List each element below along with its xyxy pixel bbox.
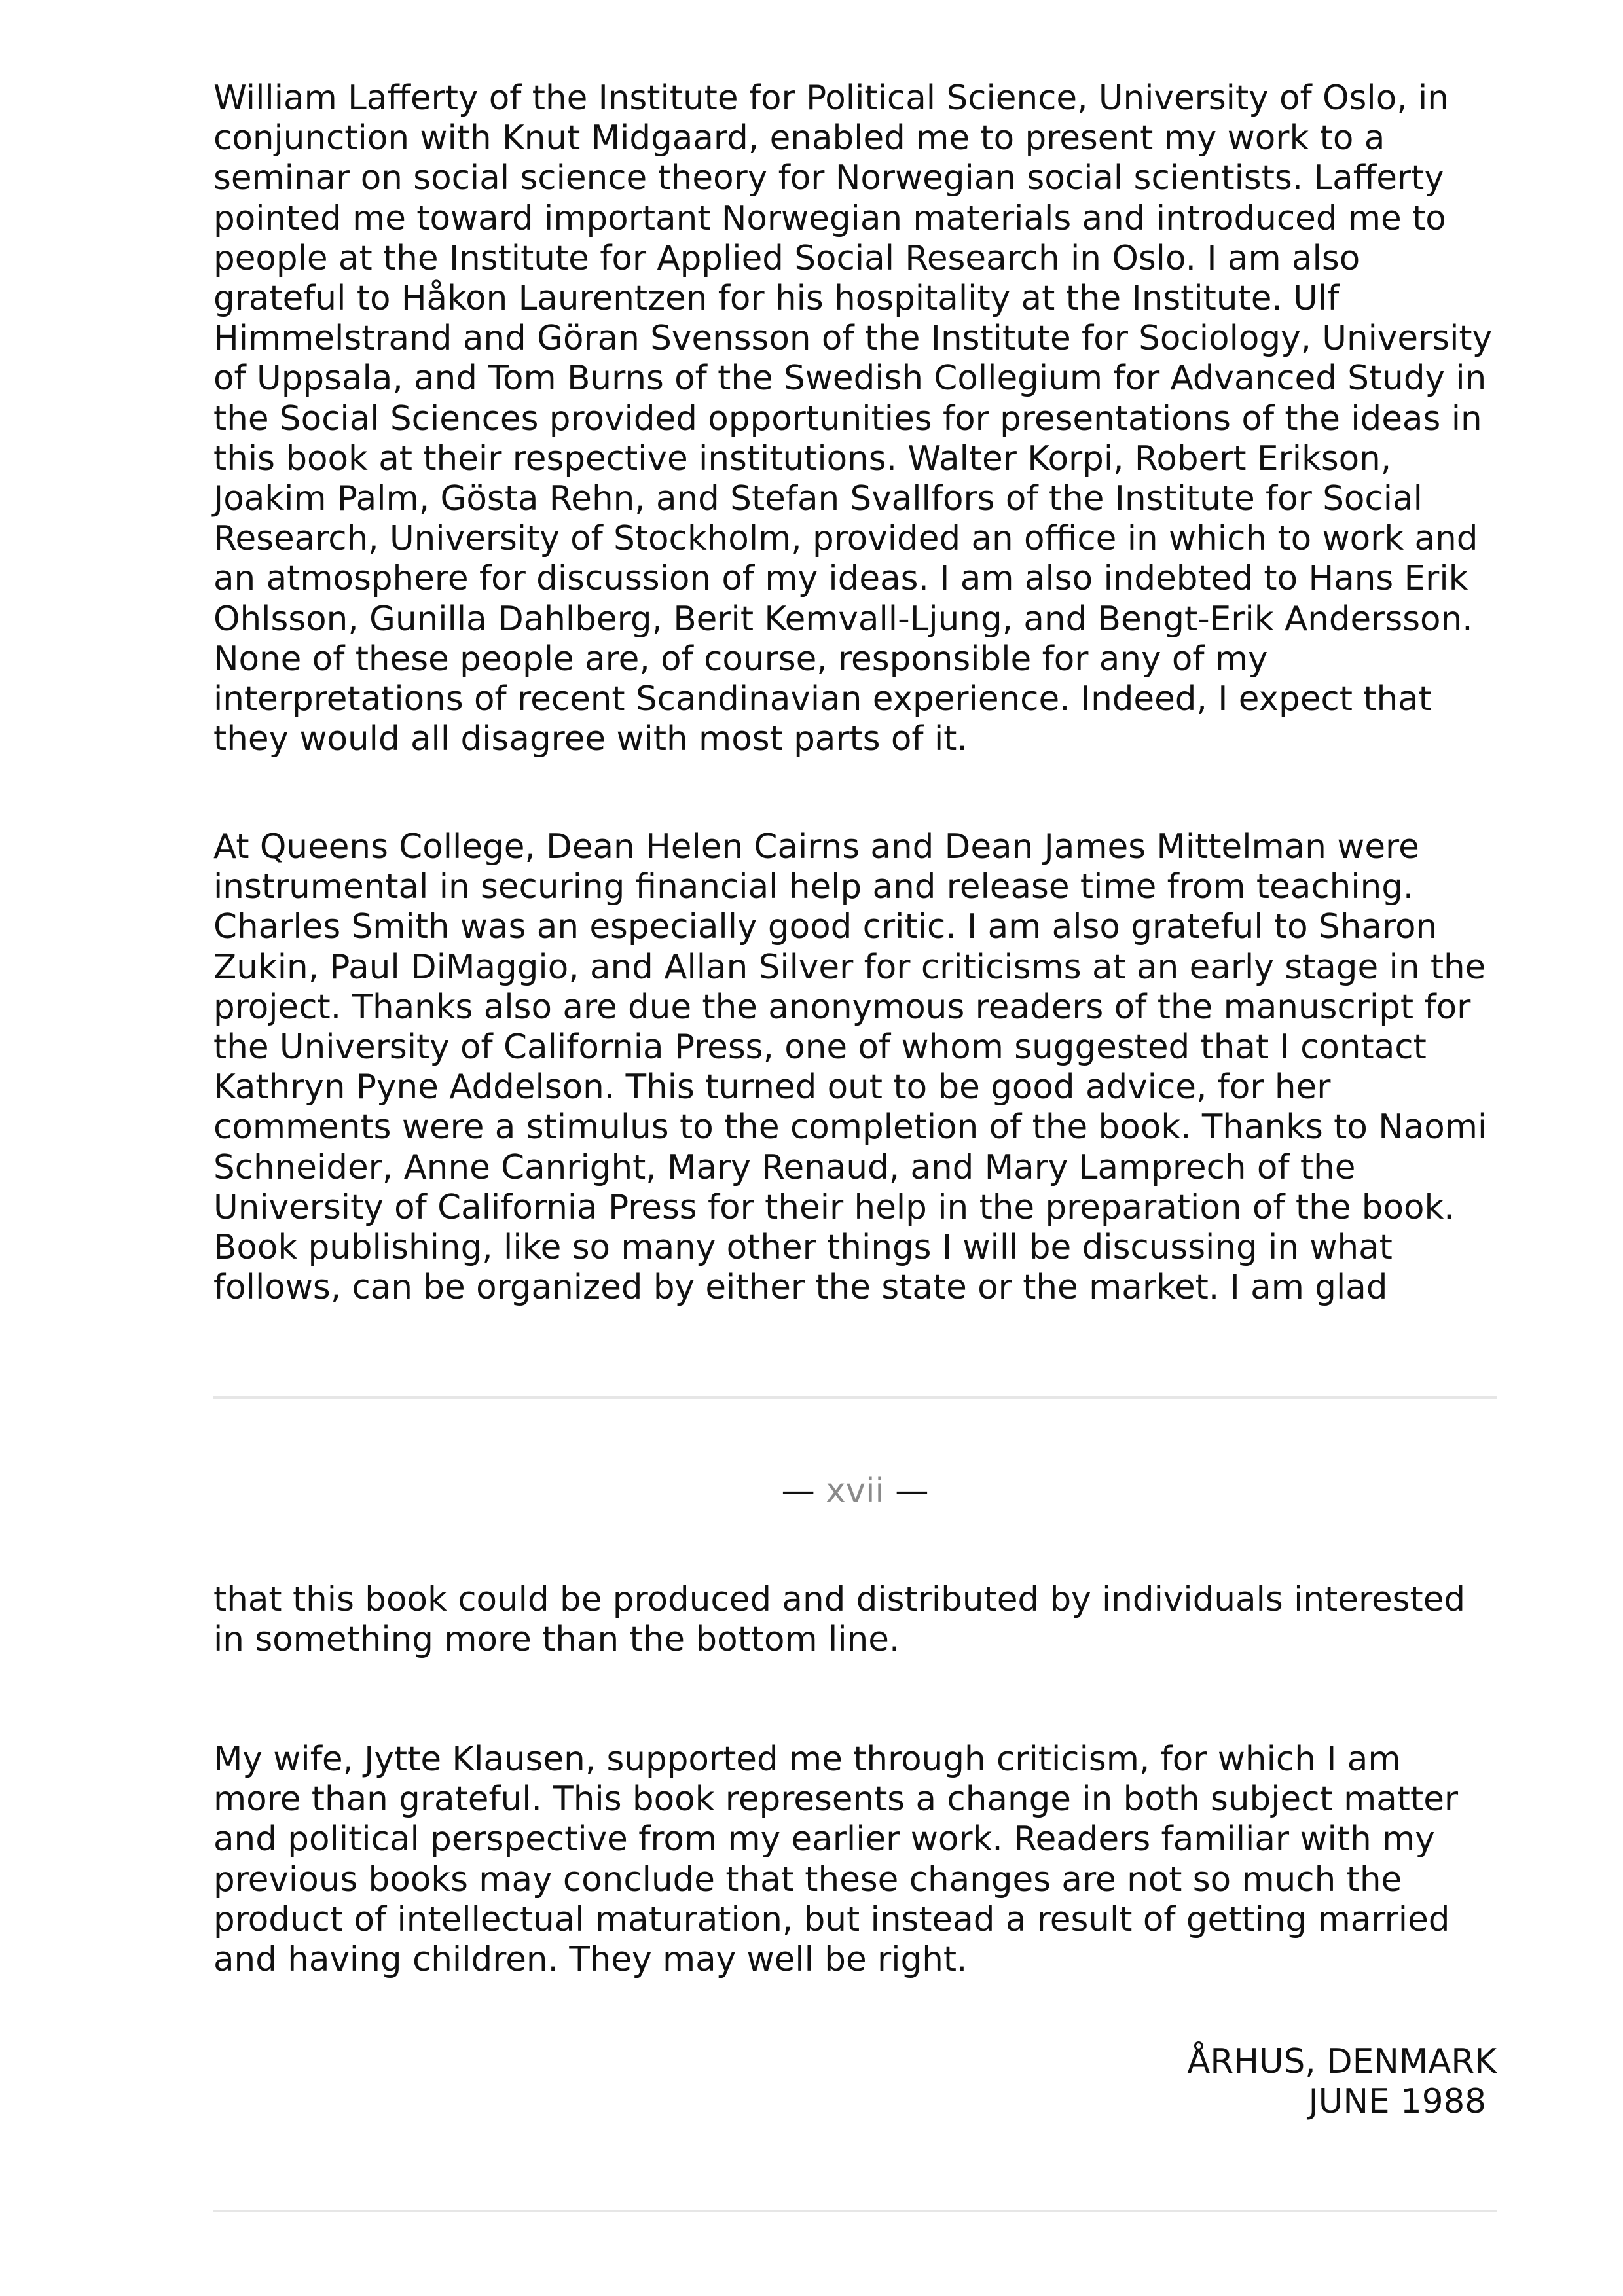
signoff	[213, 2042, 1497, 2122]
paragraph-family-acknowledgment	[213, 1740, 1497, 1980]
paragraph-text: My wife, Jytte Klausen, supported me through criticism, for which I am more than grateful. This book represents a change in both subject matter and political perspective from my earlier work. Readers familiar with my previous books may conclude that these changes are not so much the product of intellectual maturation, but instead a result of getting married and having children. They may well be right.	[213, 1740, 1459, 1980]
paragraph-text: that this book could be produced and distributed by individuals interested in something more than the bottom line.	[213, 1580, 1466, 1660]
paragraph-acknowledgments-queens-college	[213, 827, 1497, 1308]
page-number-dash-left: —	[781, 1471, 815, 1511]
paragraph-acknowledgments-scandinavia	[213, 79, 1497, 759]
signoff-date: JUNE 1988	[1308, 2082, 1486, 2122]
paragraph-text: William Lafferty of the Institute for Political Science, University of Oslo, in conjunction with Knut Midgaard, enabled me to present my work to a seminar on social science theory for Norwegian social scientists. Lafferty pointed me toward important Norwegian materials and introduced me to people at the Institute for Applied Social Research in Oslo. I am also grateful to Håkon Laurentzen for his hospitality at the Institute. Ulf Himmelstrand and Göran Svensson of the Institute for Sociology, University of Uppsala, and Tom Burns of the Swedish Collegium for Advanced Study in the Social Sciences provided opportunities for presentations of the ideas in this book at their respective institutions. Walter Korpi, Robert Erikson, Joakim Palm, Gösta Rehn, and Stefan Svallfors of the Institute for Social Research, University of Stockholm, provided an office in which to work and an atmosphere for discussion of my ideas. I am also indebted to Hans Erik Ohlsson, Gunilla Dahlberg, Berit Kemvall-Ljung, and Bengt-Erik Andersson. None of these people are, of course, responsible for any of my interpretations of recent Scandinavian experience. Indeed, I expect that they would all disagree with most parts of it.	[213, 79, 1493, 759]
page-end-divider	[213, 2210, 1497, 2212]
page-number-value: xvii	[826, 1471, 884, 1511]
page-number	[213, 1471, 1497, 1511]
paragraph-continuation	[213, 1580, 1497, 1660]
paragraph-text: At Queens College, Dean Helen Cairns and Dean James Mittelman were instrumental in securing financial help and release time from teaching. Charles Smith was an especially good critic. I am also grateful to Sharon Zukin, Paul DiMaggio, and Allan Silver for criticisms at an early stage in the project. Thanks also are due the anonymous readers of the manuscript for the University of California Press, one of whom suggested that I contact Kathryn Pyne Addelson. This turned out to be good advice, for her comments were a stimulus to the completion of the book. Thanks to Naomi Schneider, Anne Canright, Mary Renaud, and Mary Lamprech of the University of California Press for their help in the preparation of the book. Book publishing, like so many other things I will be discussing in what follows, can be organized by either the state or the market. I am glad	[213, 827, 1487, 1308]
page-number-dash-right: —	[895, 1471, 929, 1511]
page-break-divider	[213, 1396, 1497, 1399]
signoff-place: ÅRHUS, DENMARK	[1187, 2042, 1497, 2081]
